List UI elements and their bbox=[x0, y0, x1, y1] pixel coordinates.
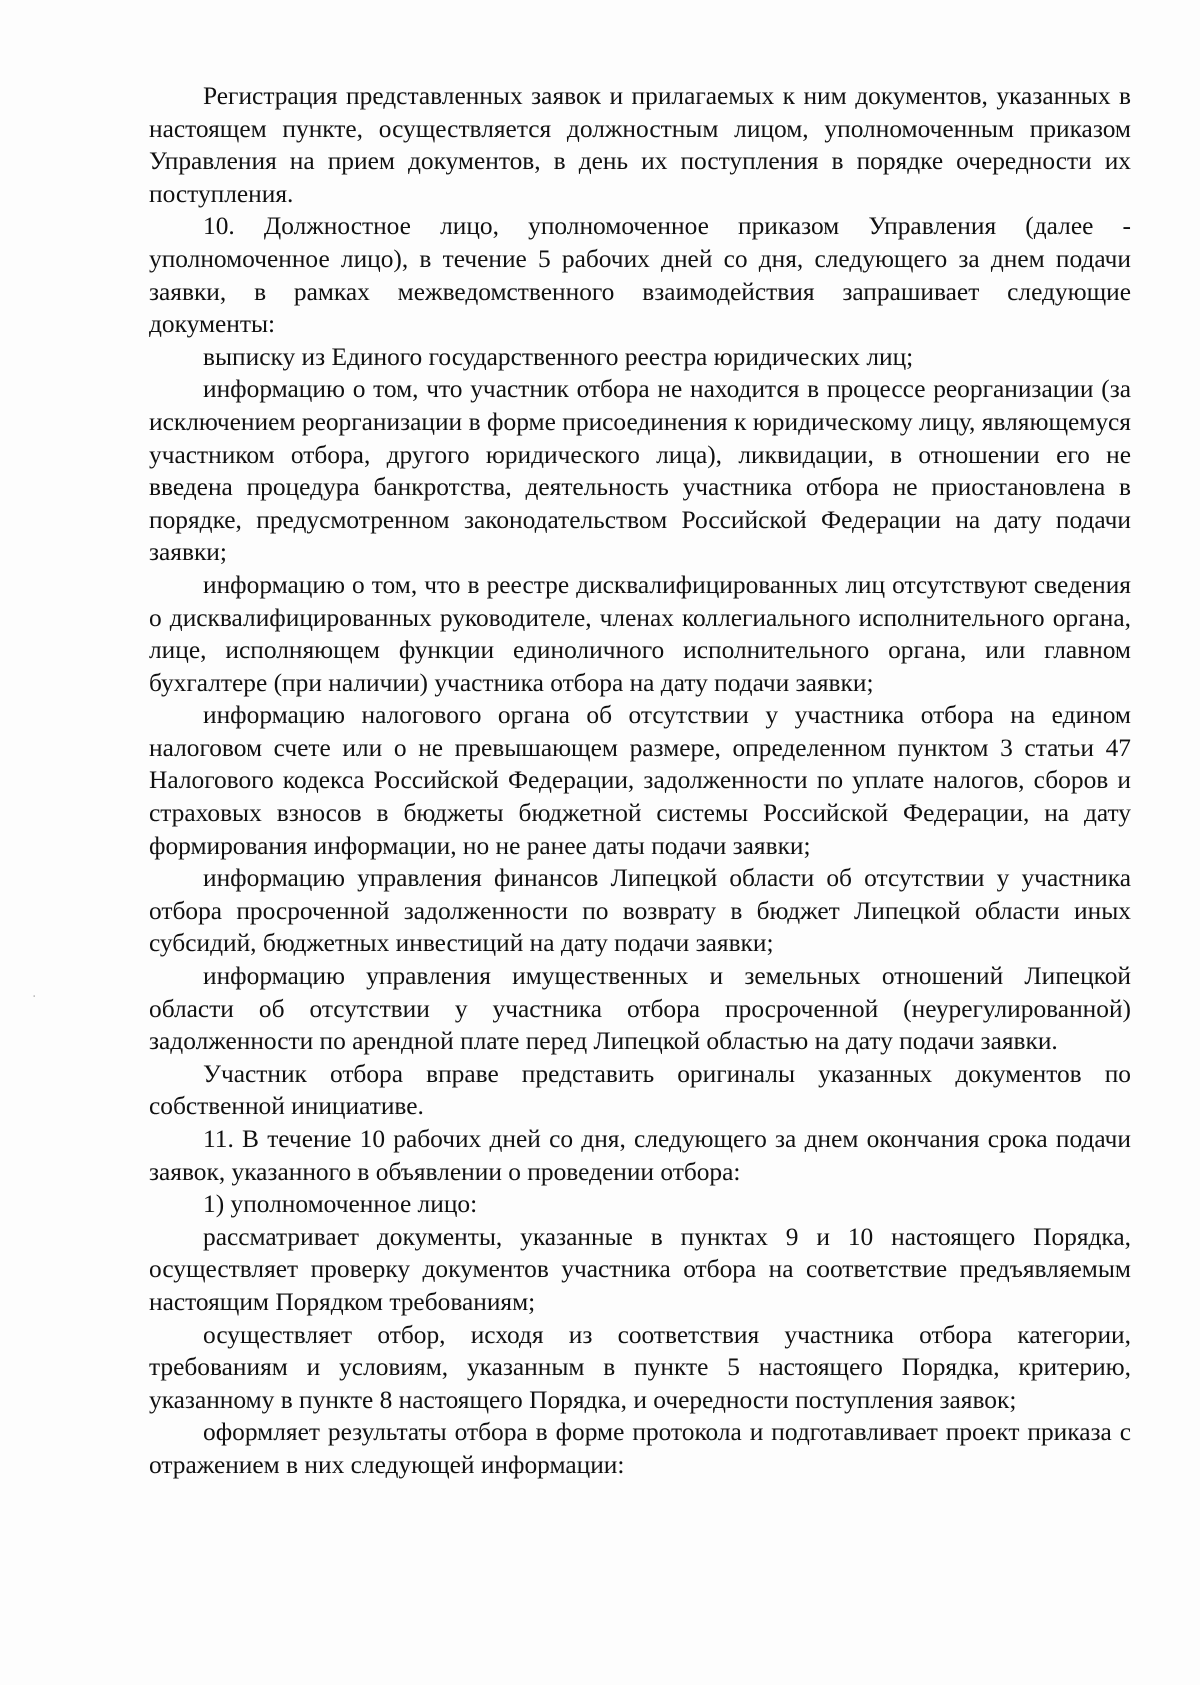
paragraph-tax-authority: информацию налогового органа об отсутствии у участника отбора на едином налоговом счете или о не превышающем размере, определенном пунктом 3 статьи 47 Налогового кодекса Российской Федерации, задолженности по уплате налогов, сборов и страховых взносов в бюджеты бюджетной системы Российской Федерации, на дату формирования информации, но не ранее даты подачи заявки; bbox=[149, 701, 1131, 860]
paragraph-protocol: оформляет результаты отбора в форме протокола и подготавливает проект приказа с отражением в них следующей информации: bbox=[149, 1418, 1131, 1479]
paragraph-egrul-extract: выписку из Единого государственного реестра юридических лиц; bbox=[203, 342, 914, 371]
paragraph-finance-department: информацию управления финансов Липецкой области об отсутствии у участника отбора просроченной задолженности по возврату в бюджет Липецкой области иных субсидий, бюджетных инвестиций на дату подачи заявки; bbox=[149, 864, 1131, 958]
paragraph-reorganization-info: информацию о том, что участник отбора не находится в процессе реорганизации (за исключением реорганизации в форме присоединения к юридическому лицу, являющемуся участником отбора, другого юридического лица), ликвидации, в отношении его не введена процедура банкротства, деятельность участника отбора не приостановлена в порядке, предусмотренном законодательством Российской Федерации на дату подачи заявки; bbox=[149, 375, 1131, 567]
paragraph-registration: Регистрация представленных заявок и прилагаемых к ним документов, указанных в настоящем пункте, осуществляется должностным лицом, уполномоченным приказом Управления на прием документов, в день их поступления в порядке очередности их поступления. bbox=[149, 82, 1131, 208]
paragraph-originals-right: Участник отбора вправе представить оригиналы указанных документов по собственной инициативе. bbox=[149, 1059, 1131, 1121]
scan-speck: · bbox=[32, 989, 37, 1005]
paragraph-performs-selection: осуществляет отбор, исходя из соответствия участника отбора категории, требованиям и условиям, указанным в пункте 5 настоящего Порядка, критерию, указанному в пункте 8 настоящего Порядка, и очередности поступления заявок; bbox=[149, 1320, 1131, 1414]
paragraph-disqualified-registry: информацию о том, что в реестре дисквалифицированных лиц отсутствуют сведения о дисквалифицированных руководителе, членах коллегиального исполнительного органа, лице, исполняющем функции единоличного исполнительного органа, или главном бухгалтере (при наличии) участника отбора на дату подачи заявки; bbox=[149, 570, 1131, 697]
paragraph-item-10: 10. Должностное лицо, уполномоченное приказом Управления (далее - уполномоченное лицо), в течение 5 рабочих дней со дня, следующего за днем подачи заявки, в рамках межведомственного взаимодействия запрашивает следующие документы: bbox=[149, 212, 1131, 339]
paragraph-item-11: 11. В течение 10 рабочих дней со дня, следующего за днем окончания срока подачи заявок, указанного в объявлении о проведении отбора: bbox=[149, 1125, 1131, 1186]
document-body bbox=[149, 80, 1131, 1482]
paragraph-subitem-1: 1) уполномоченное лицо: bbox=[203, 1190, 478, 1219]
paragraph-property-department: информацию управления имущественных и земельных отношений Липецкой области об отсутствии у участника отбора просроченной (неурегулированной) задолженности по арендной плате перед Липецкой областью на дату подачи заявки. bbox=[149, 962, 1131, 1056]
paragraph-reviews-documents: рассматривает документы, указанные в пунктах 9 и 10 настоящего Порядка, осуществляет проверку документов участника отбора на соответствие предъявляемым настоящим Порядком требованиям; bbox=[149, 1222, 1131, 1316]
